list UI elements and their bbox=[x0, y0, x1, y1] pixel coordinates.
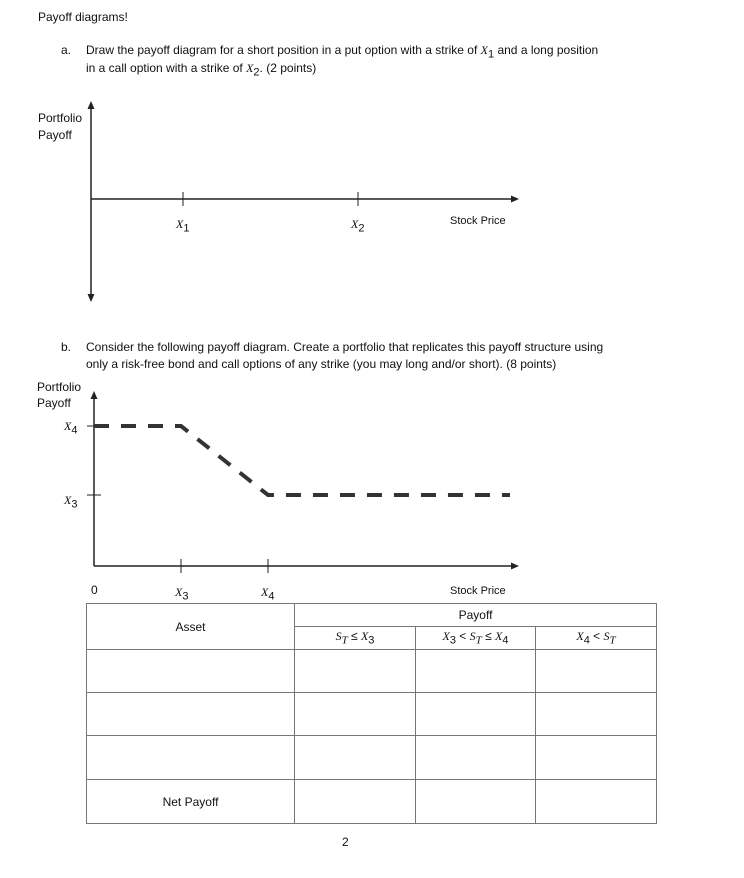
part-b-origin-label: 0 bbox=[91, 583, 98, 597]
part-a-marker: a. bbox=[61, 43, 72, 57]
part-b-question-line2: only a risk-free bond and call options of any strike (you may long and/or short). (8 points) bbox=[86, 357, 557, 371]
part-b-xtick-label-x4: $X_4$ bbox=[261, 585, 275, 603]
part-a-x-arrow bbox=[511, 196, 519, 203]
part-b-xtick-label-x3: $X_3$ bbox=[175, 585, 189, 603]
table-cell[interactable] bbox=[536, 693, 657, 736]
part-a-tick-label-x1: $X_1$ bbox=[176, 217, 190, 235]
table-cell[interactable] bbox=[536, 736, 657, 780]
table-cell[interactable] bbox=[416, 693, 536, 736]
table-cell[interactable] bbox=[295, 736, 416, 780]
table-cell[interactable] bbox=[295, 780, 416, 824]
table-cell[interactable] bbox=[87, 736, 295, 780]
asset-header: Asset bbox=[87, 604, 295, 650]
table-row bbox=[87, 736, 657, 780]
table-row bbox=[87, 650, 657, 693]
table-cell[interactable] bbox=[536, 780, 657, 824]
part-b-y-arrow-up bbox=[91, 391, 98, 399]
part-b-payoff-line bbox=[94, 426, 510, 495]
col-header-st-le-x3: $S_T \le X_3$ bbox=[295, 627, 416, 650]
table-cell[interactable] bbox=[416, 736, 536, 780]
part-a-question-line2: in a call option with a strike of $X_2$. (2 points) bbox=[86, 61, 317, 79]
part-a-tick-label-x2: $X_2$ bbox=[351, 217, 365, 235]
part-b-ytick-label-x3: $X_3$ bbox=[64, 493, 78, 511]
part-b-ylabel-line2: Payoff bbox=[37, 396, 71, 410]
table-cell[interactable] bbox=[416, 780, 536, 824]
part-b-ytick-label-x4: $X_4$ bbox=[64, 419, 78, 437]
part-b-x-arrow bbox=[511, 563, 519, 570]
net-payoff-label: Net Payoff bbox=[87, 780, 295, 824]
page-heading: Payoff diagrams! bbox=[38, 10, 128, 24]
table-cell[interactable] bbox=[536, 650, 657, 693]
table-cell[interactable] bbox=[295, 693, 416, 736]
part-b-xlabel: Stock Price bbox=[450, 585, 506, 597]
net-payoff-row bbox=[87, 780, 657, 824]
part-a-ylabel-line1: Portfolio bbox=[38, 111, 83, 125]
part-a-y-arrow-down bbox=[88, 294, 95, 302]
part-b-question-line1: Consider the following payoff diagram. Create a portfolio that replicates this payoff structure using bbox=[86, 340, 604, 354]
part-a-y-arrow-up bbox=[88, 101, 95, 109]
col-header-x3-lt-st-le-x4: $X_3 < S_T \le X_4$ bbox=[416, 627, 536, 650]
table-row bbox=[87, 693, 657, 736]
part-a-question-line1: Draw the payoff diagram for a short position in a put option with a strike of $X_1$ and a long position bbox=[86, 43, 599, 61]
part-b-marker: b. bbox=[61, 340, 72, 354]
table-cell[interactable] bbox=[87, 693, 295, 736]
table-header-row bbox=[87, 604, 657, 627]
table-cell[interactable] bbox=[87, 650, 295, 693]
table-cell[interactable] bbox=[295, 650, 416, 693]
payoff-header: Payoff bbox=[295, 604, 657, 627]
page-number: 2 bbox=[342, 835, 349, 849]
table-cell[interactable] bbox=[416, 650, 536, 693]
part-a-ylabel-line2: Payoff bbox=[38, 128, 72, 142]
col-header-x4-lt-st: $X_4 < S_T$ bbox=[536, 627, 657, 650]
part-a-xlabel: Stock Price bbox=[450, 215, 506, 227]
payoff-table bbox=[86, 603, 657, 824]
part-b-ylabel-line1: Portfolio bbox=[37, 380, 82, 394]
